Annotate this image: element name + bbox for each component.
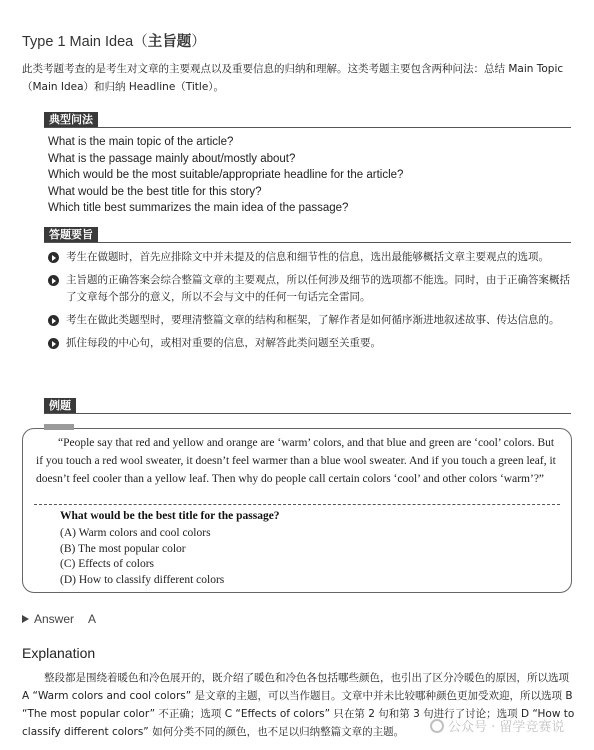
question-item: What is the passage mainly about/mostly about? [48,152,296,165]
section-tag: 答题要旨 [44,227,98,242]
wechat-icon [430,719,444,733]
triangle-right-icon [22,615,29,623]
title-suffix: ） [191,34,206,50]
question-item: Which would be the most suitable/appropriate headline for the article? [48,169,404,181]
tip-item [48,272,578,306]
tip-text: 考生在做题时，首先应排除文中并未提及的信息和细节性的信息，选出最能够概括文章主要观点的选项。 [66,251,549,263]
question-item: Which title best summarizes the main idea of the passage? [48,202,349,214]
play-bullet-icon [48,252,59,263]
option-item: (A) Warm colors and cool colors [60,527,211,539]
question-list [48,134,568,217]
tips-list [48,249,578,358]
play-bullet-icon [48,275,59,286]
page-title [22,30,206,51]
section-divider [44,413,571,415]
section-tag: 典型问法 [44,112,98,127]
tip-text: 主旨题的正确答案会综合整篇文章的主要观点，所以任何涉及细节的选项都不能选。同时，由于正确答案概括了文章每个部分的意义，所以不会与文中的任何一句话完全雷同。 [66,274,570,303]
explanation-text: 整段都是围绕着暖色和冷色展开的，既介绍了暖色和冷色各包括哪些颜色，也引出了区分冷暖色的原因，所以选项 A “Warm colors and cool colors” 是文章的主题，可以当作题目。文章中并未比较哪种颜色更加受欢迎，所以选项 B “The most popular color” 不正确；选项 C “Effects of colors” 只在第 2 句和第 3 句进行了讨论；选项 D “How to classify different colors” 如何分类不同的颜色，也不足以归纳整篇文章的主题。 [22,672,575,738]
tip-item [48,335,578,352]
dashed-divider [34,504,560,505]
example-question: What would be the best title for the passage? [60,510,280,522]
section-header-example [44,398,571,414]
section-divider [44,127,571,129]
answer-label: Answer [34,612,75,626]
section-tag: 例题 [44,398,76,413]
intro-paragraph: 此类考题考查的是考生对文章的主要观点以及重要信息的归纳和理解。这类考题主要包含两种问法：总结 Main Topic（Main Idea）和归纳 Headline（Title）。 [22,63,564,93]
title-bold: 主旨题 [147,34,192,50]
tip-text: 抓住每段的中心句，或相对重要的信息，对解答此类问题至关重要。 [66,337,381,349]
question-item: What is the main topic of the article? [48,136,234,148]
play-bullet-icon [48,315,59,326]
example-passage: “People say that red and yellow and orange are ‘warm’ colors, and that blue and green are ‘cool’ colors. But if you touch a red wool sweater, it doesn’t feel warmer than a blue wool sweater. And if you touch a green leaf, it doesn’t feel cooler than a yellow leaf. Then why do people call certain colors ‘cool’ and other colors ‘warm’?” [36,437,556,485]
watermark-text: 公众号 · 留学竞赛说 [448,720,565,735]
question-item: What would be the best title for this story? [48,185,262,198]
section-divider [44,242,571,244]
play-bullet-icon [48,338,59,349]
option-item: (B) The most popular color [60,542,186,555]
title-prefix: Type 1 Main Idea（ [22,34,148,50]
watermark [430,716,564,735]
explanation-title: Explanation [22,645,96,661]
section-header-typical [44,112,571,128]
option-list [60,526,224,588]
section-header-tips [44,227,571,243]
tip-text: 考生在做此类题型时，要理清整篇文章的结构和框架，了解作者是如何循序渐进地叙述故事、传达信息的。 [66,314,560,326]
tip-item [48,249,578,266]
tip-item [48,312,578,329]
answer-line [22,612,96,626]
answer-value: A [88,612,97,626]
example-tab-decoration [44,424,74,430]
option-item: (C) Effects of colors [60,558,154,570]
option-item: (D) How to classify different colors [60,573,225,586]
